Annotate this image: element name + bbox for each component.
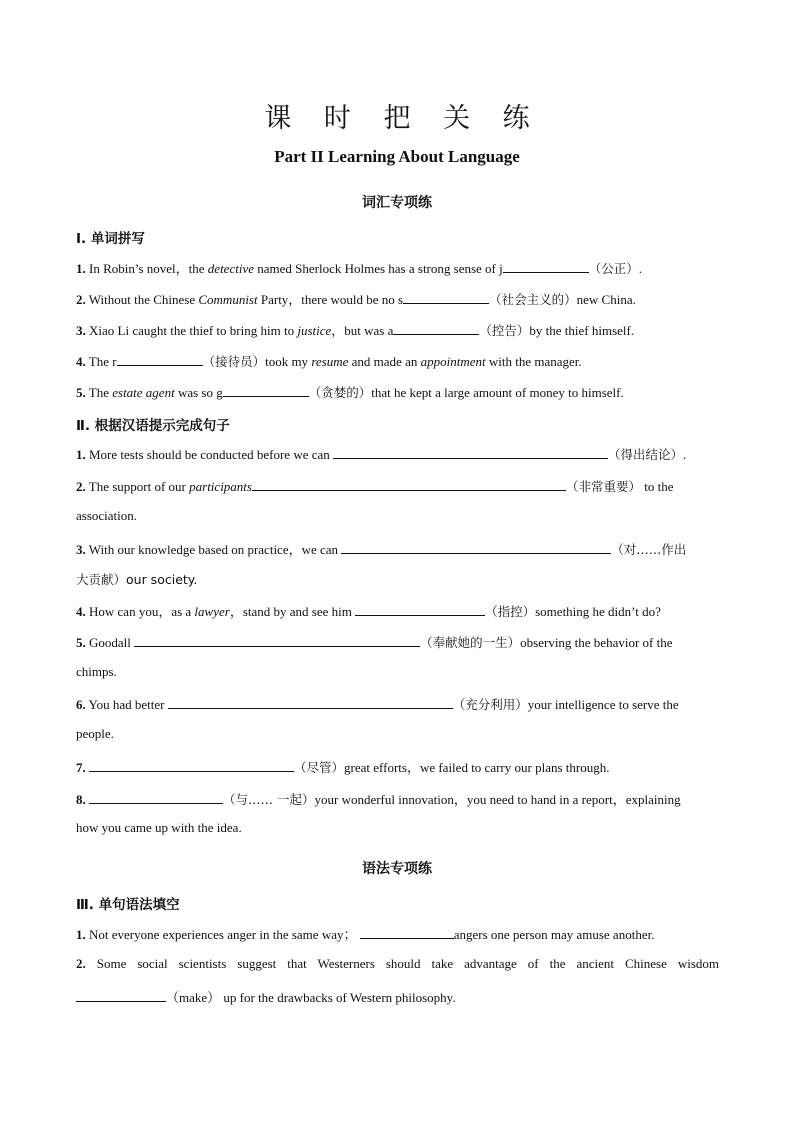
part2-item-2-continued: association. <box>76 508 138 523</box>
answer-blank[interactable] <box>223 384 309 397</box>
part2-item-5-continued: chimps. <box>76 664 117 679</box>
answer-blank[interactable] <box>333 446 608 459</box>
answer-blank[interactable] <box>168 696 453 709</box>
part2-item-6-continued: people. <box>76 726 114 741</box>
part1-item-1: 1. In Robin’s novel，the detective named Sherlock Holmes has a strong sense of j （公正）. <box>76 261 643 276</box>
answer-blank[interactable] <box>403 291 489 304</box>
part1-item-4: 4. The r （接待员）took my resume and made an appointment with the manager. <box>76 354 582 369</box>
part2-item-2: 2. The support of our participants （非常重要） to the <box>76 479 674 494</box>
part3-heading: Ⅲ. 单句语法填空 <box>76 897 180 913</box>
part2-item-8-continued: how you came up with the idea. <box>76 820 242 835</box>
answer-blank[interactable] <box>76 989 166 1002</box>
answer-blank[interactable] <box>341 541 611 554</box>
grammar-section-heading: 语法专项练 <box>362 861 432 877</box>
part2-item-1: 1. More tests should be conducted before we can （得出结论）. <box>76 447 687 462</box>
part2-item-5: 5. Goodall （奉献她的一生）observing the behavior of the <box>76 635 673 650</box>
answer-blank[interactable] <box>355 603 485 616</box>
part2-item-8: 8. （与…… 一起）your wonderful innovation，you need to hand in a report，explaining <box>76 792 681 807</box>
part2-item-3-continued: 大贡献）our society. <box>76 572 198 587</box>
part3-item-1: 1. Not everyone experiences anger in the same way； angers one person may amuse another. <box>76 927 655 942</box>
page-title: 课 时 把 关 练 <box>264 103 542 134</box>
part1-item-2: 2. Without the Chinese Communist Party，there would be no s （社会主义的）new China. <box>76 292 636 307</box>
answer-blank[interactable] <box>134 634 420 647</box>
answer-blank[interactable] <box>360 926 454 939</box>
answer-blank[interactable] <box>393 322 479 335</box>
part2-item-4: 4. How can you，as a lawyer，stand by and see him （指控）something he didn’t do? <box>76 604 661 619</box>
answer-blank[interactable] <box>89 791 223 804</box>
part2-item-7: 7. （尽管）great efforts，we failed to carry our plans through. <box>76 760 610 775</box>
part2-item-6: 6. You had better （充分利用）your intelligence to serve the <box>76 697 679 712</box>
answer-blank[interactable] <box>89 759 294 772</box>
page-subtitle: Part II Learning About Language <box>274 147 520 166</box>
answer-blank[interactable] <box>252 478 566 491</box>
part2-heading: Ⅱ. 根据汉语提示完成句子 <box>76 418 230 434</box>
answer-blank[interactable] <box>117 353 203 366</box>
part1-item-3: 3. Xiao Li caught the thief to bring him to justice，but was a （控告）by the thief himself. <box>76 323 635 338</box>
part1-heading: Ⅰ. 单词拼写 <box>76 231 145 247</box>
part3-item-2: 2. Some social scientists suggest that Westerners should take advantage of the ancient Chinese wisdom <box>76 956 719 971</box>
vocab-section-heading: 词汇专项练 <box>362 195 432 211</box>
answer-blank[interactable] <box>503 260 589 273</box>
part3-item-2-continued: （make） up for the drawbacks of Western philosophy. <box>76 987 719 1006</box>
part1-item-5: 5. The estate agent was so g （贪婪的）that he kept a large amount of money to himself. <box>76 385 624 400</box>
part2-item-3: 3. With our knowledge based on practice，we can （对……作出 <box>76 542 687 557</box>
